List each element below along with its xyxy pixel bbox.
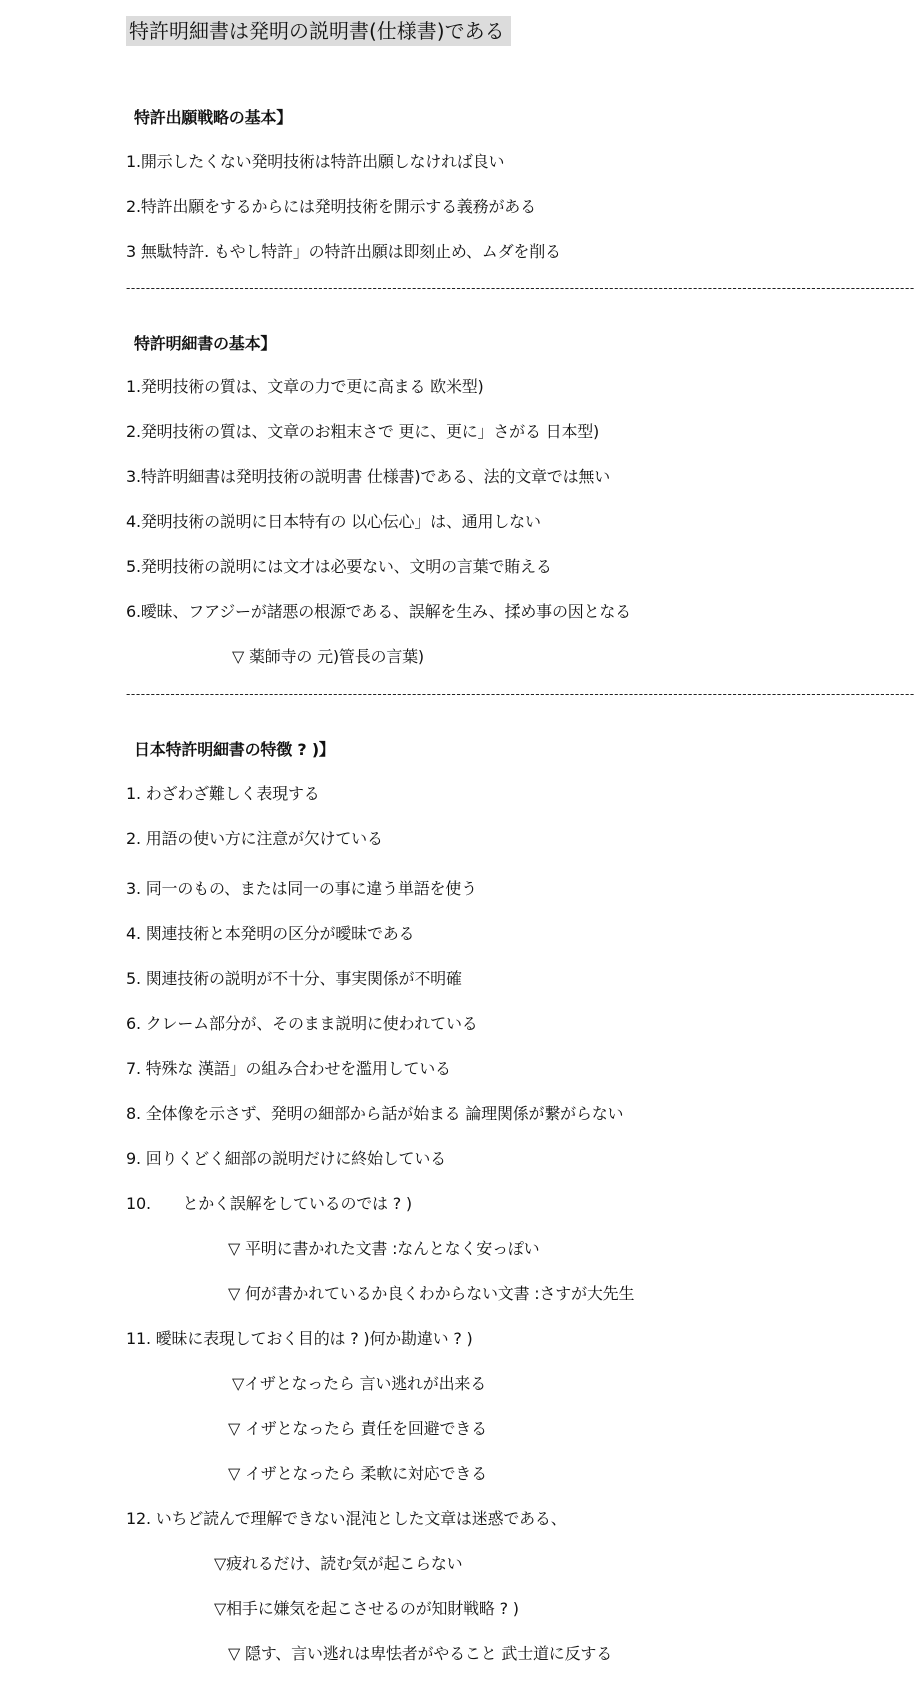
list-item: 11. 曖昧に表現しておく目的は ? )何か勘違い ? ) — [126, 1329, 473, 1348]
list-item: 10. とかく誤解をしているのでは ? ) — [126, 1194, 412, 1213]
section-heading-jp-characteristics: 日本特許明細書の特徴 ? )】 — [134, 740, 335, 759]
list-item: 2. 用語の使い方に注意が欠けている — [126, 829, 383, 848]
page-title: 特許明細書は発明の説明書(仕様書)である — [126, 16, 511, 46]
list-item: 9. 回りくどく細部の説明だけに終始している — [126, 1149, 446, 1168]
list-item: 6. クレーム部分が、そのまま説明に使われている — [126, 1014, 478, 1033]
list-item: 8. 全体像を示さず、発明の細部から話が始まる 論理関係が繋がらない — [126, 1104, 624, 1123]
sub-item: ▽ イザとなったら 柔軟に対応できる — [228, 1464, 487, 1483]
list-item: 4.発明技術の説明に日本特有の 以心伝心」は、通用しない — [126, 512, 541, 531]
divider: ---------------------------------------------------------------------------------------------------------------------------------------------------------------- — [126, 687, 915, 701]
list-item: 1. わざわざ難しく表現する — [126, 784, 320, 803]
list-item: 5.発明技術の説明には文才は必要ない、文明の言葉で賄える — [126, 557, 552, 576]
list-item: 12. いちど読んで理解できない混沌とした文章は迷惑である、 — [126, 1509, 567, 1528]
section-heading-filing-strategy: 特許出願戦略の基本】 — [134, 108, 293, 127]
sub-item: ▽ イザとなったら 責任を回避できる — [228, 1419, 487, 1438]
sub-item: ▽ 隠す、言い逃れは卑怯者がやること 武士道に反する — [228, 1644, 612, 1663]
list-item: 5. 関連技術の説明が不十分、事実関係が不明確 — [126, 969, 462, 988]
list-item: 1.発明技術の質は、文章の力で更に高まる 欧米型) — [126, 377, 484, 396]
sub-item: ▽疲れるだけ、読む気が起こらない — [214, 1554, 463, 1573]
sub-item: ▽ 平明に書かれた文書 :なんとなく安っぽい — [228, 1239, 540, 1258]
sub-item: ▽イザとなったら 言い逃れが出来る — [232, 1374, 486, 1393]
list-item: 6.曖昧、フアジーが諸悪の根源である、誤解を生み、揉め事の因となる — [126, 602, 631, 621]
list-item: 3.特許明細書は発明技術の説明書 仕様書)である、法的文章では無い — [126, 467, 610, 486]
list-item: 4. 関連技術と本発明の区分が曖昧である — [126, 924, 415, 943]
list-item: 3 無駄特許. もやし特許」の特許出願は即刻止め、ムダを削る — [126, 242, 561, 261]
list-item: 2.発明技術の質は、文章のお粗末さで 更に、更に」さがる 日本型) — [126, 422, 600, 441]
quote-attribution: ▽ 薬師寺の 元)管長の言葉) — [232, 647, 424, 666]
sub-item: ▽ 何が書かれているか良くわからない文書 :さすが大先生 — [228, 1284, 635, 1303]
section-heading-spec-basics: 特許明細書の基本】 — [134, 334, 277, 353]
list-item: 2.特許出願をするからには発明技術を開示する義務がある — [126, 197, 536, 216]
sub-item: ▽相手に嫌気を起こさせるのが知財戦略 ? ) — [214, 1599, 519, 1618]
divider: ---------------------------------------------------------------------------------------------------------------------------------------------------------------- — [126, 281, 915, 295]
list-item: 1.開示したくない発明技術は特許出願しなければ良い — [126, 152, 505, 171]
list-item: 7. 特殊な 漢語」の組み合わせを濫用している — [126, 1059, 451, 1078]
list-item: 3. 同一のもの、または同一の事に違う単語を使う — [126, 879, 477, 898]
